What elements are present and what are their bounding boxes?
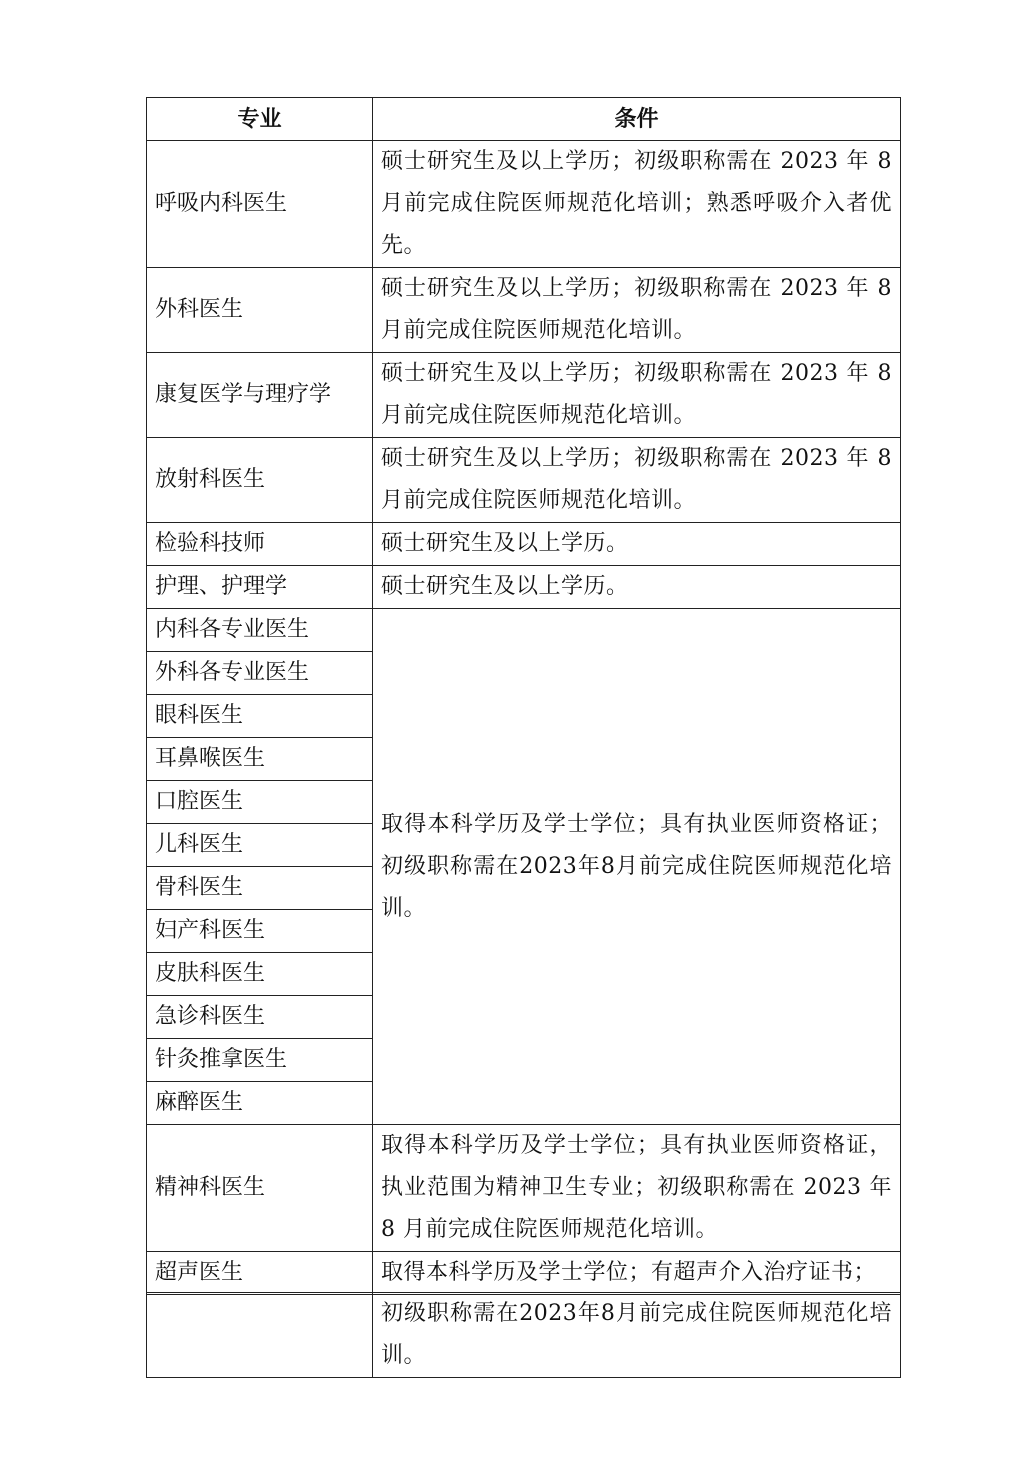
major-cell: 康复医学与理疗学 — [147, 353, 373, 438]
continuation-table — [146, 1292, 901, 1378]
major-cell — [147, 1293, 373, 1378]
major-cell: 呼吸内科医生 — [147, 141, 373, 268]
group-major-cell: 眼科医生 — [147, 695, 373, 738]
major-cell: 放射科医生 — [147, 438, 373, 523]
table-row — [147, 1293, 901, 1378]
requirements-table — [146, 97, 901, 1295]
table-row — [147, 268, 901, 353]
major-cell: 超声医生 — [147, 1252, 373, 1295]
condition-cell: 硕士研究生及以上学历。 — [373, 566, 901, 609]
condition-cell: 取得本科学历及学士学位；具有执业医师资格证，执业范围为精神卫生专业；初级职称需在 2023 年 8 月前完成住院医师规范化培训。 — [373, 1125, 901, 1252]
condition-cell: 硕士研究生及以上学历；初级职称需在 2023 年 8 月前完成住院医师规范化培训；熟悉呼吸介入者优先。 — [373, 141, 901, 268]
table-row — [147, 609, 901, 652]
group-major-cell: 急诊科医生 — [147, 996, 373, 1039]
group-major-cell: 骨科医生 — [147, 867, 373, 910]
table-row — [147, 1252, 901, 1295]
table-row — [147, 523, 901, 566]
table-row — [147, 1125, 901, 1252]
table-row — [147, 566, 901, 609]
group-major-cell: 皮肤科医生 — [147, 953, 373, 996]
table-row — [147, 438, 901, 523]
group-major-cell: 麻醉医生 — [147, 1082, 373, 1125]
table-row — [147, 141, 901, 268]
header-major: 专业 — [147, 98, 373, 141]
group-major-cell: 内科各专业医生 — [147, 609, 373, 652]
group-condition-cell: 取得本科学历及学士学位；具有执业医师资格证；初级职称需在2023年8月前完成住院医师规范化培训。 — [373, 609, 901, 1125]
condition-cell: 硕士研究生及以上学历；初级职称需在 2023 年 8 月前完成住院医师规范化培训。 — [373, 438, 901, 523]
group-major-cell: 外科各专业医生 — [147, 652, 373, 695]
table-header-row — [147, 98, 901, 141]
header-condition: 条件 — [373, 98, 901, 141]
condition-cell: 硕士研究生及以上学历。 — [373, 523, 901, 566]
condition-cell: 硕士研究生及以上学历；初级职称需在 2023 年 8 月前完成住院医师规范化培训。 — [373, 353, 901, 438]
group-major-cell: 妇产科医生 — [147, 910, 373, 953]
table-row — [147, 353, 901, 438]
major-cell: 精神科医生 — [147, 1125, 373, 1252]
group-major-cell: 针灸推拿医生 — [147, 1039, 373, 1082]
major-cell: 护理、护理学 — [147, 566, 373, 609]
condition-cell: 初级职称需在2023年8月前完成住院医师规范化培训。 — [373, 1293, 901, 1378]
condition-cell: 取得本科学历及学士学位；有超声介入治疗证书； — [373, 1252, 901, 1295]
group-major-cell: 儿科医生 — [147, 824, 373, 867]
group-major-cell: 耳鼻喉医生 — [147, 738, 373, 781]
group-major-cell: 口腔医生 — [147, 781, 373, 824]
major-cell: 检验科技师 — [147, 523, 373, 566]
major-cell: 外科医生 — [147, 268, 373, 353]
condition-cell: 硕士研究生及以上学历；初级职称需在 2023 年 8 月前完成住院医师规范化培训。 — [373, 268, 901, 353]
